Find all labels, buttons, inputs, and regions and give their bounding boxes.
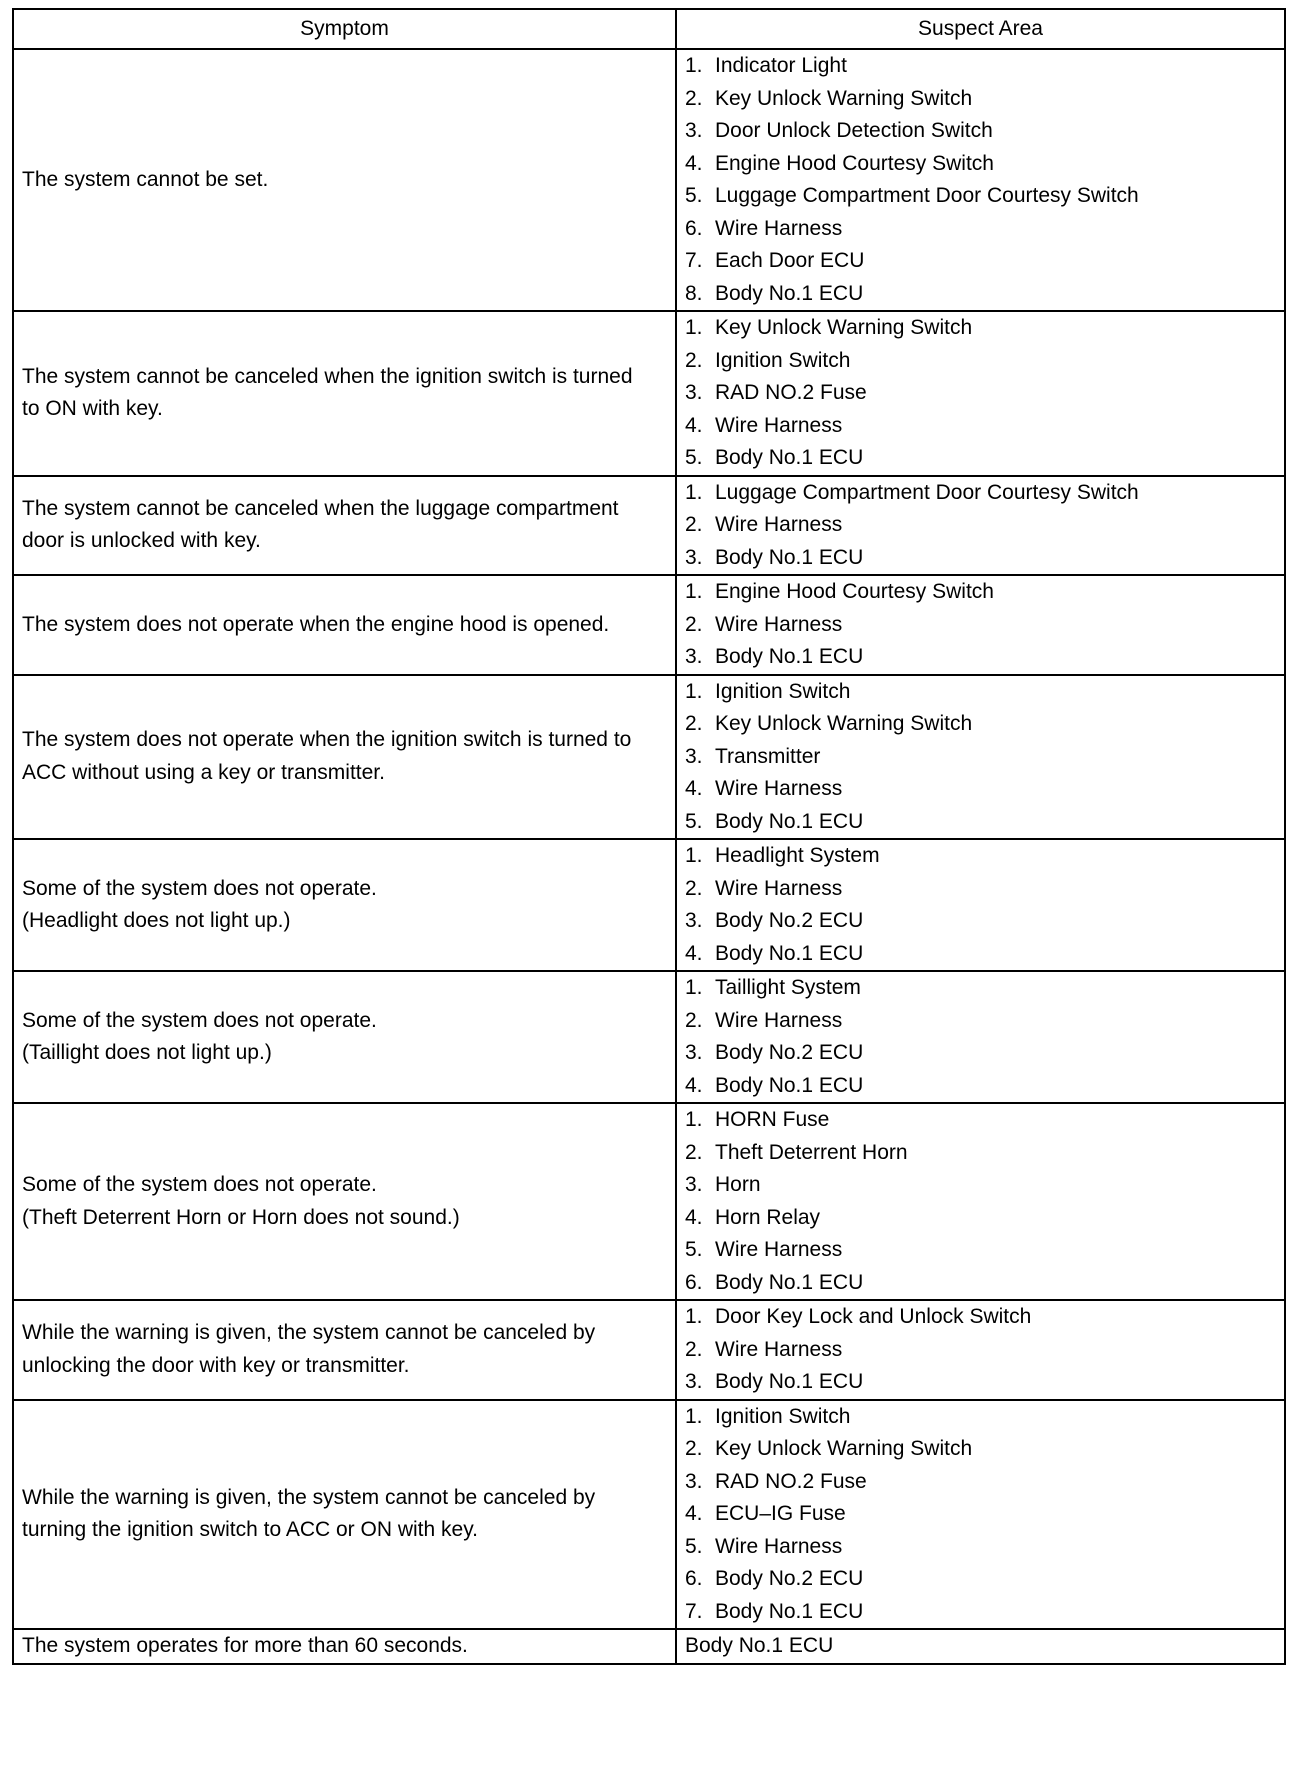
suspect-area-cell bbox=[676, 575, 1285, 675]
suspect-item-text: Body No.2 ECU bbox=[715, 1041, 864, 1064]
suspect-area-cell bbox=[676, 675, 1285, 840]
suspect-area-cell bbox=[676, 311, 1285, 476]
suspect-item-number: 3. bbox=[685, 1370, 703, 1393]
suspect-item-text: Wire Harness bbox=[715, 413, 843, 437]
symptom-cell bbox=[13, 575, 676, 675]
table-row bbox=[13, 49, 1285, 311]
suspect-item-text: Wire Harness bbox=[715, 1534, 843, 1558]
suspect-list bbox=[685, 1630, 1284, 1663]
suspect-item bbox=[685, 1267, 1284, 1300]
suspect-item bbox=[685, 50, 1284, 83]
suspect-item-number: 4. bbox=[685, 1502, 703, 1525]
suspect-item-text: Body No.1 ECU bbox=[715, 1599, 864, 1623]
suspect-item-text: Door Key Lock and Unlock Switch bbox=[715, 1305, 1032, 1328]
suspect-item bbox=[685, 345, 1284, 378]
suspect-item bbox=[685, 641, 1284, 674]
table-row bbox=[13, 675, 1285, 840]
suspect-item-number: 2. bbox=[685, 1008, 703, 1032]
symptom-cell bbox=[13, 1629, 676, 1664]
suspect-item-number: 4. bbox=[685, 1205, 703, 1229]
suspect-item bbox=[685, 180, 1284, 213]
suspect-item bbox=[685, 609, 1284, 642]
suspect-item bbox=[685, 1137, 1284, 1170]
suspect-item bbox=[685, 1005, 1284, 1038]
suspect-item-number: 3. bbox=[685, 1041, 703, 1064]
suspect-item-number: 1. bbox=[685, 1404, 703, 1428]
suspect-item-number: 1. bbox=[685, 976, 703, 999]
suspect-item bbox=[685, 873, 1284, 906]
suspect-item-text: Indicator Light bbox=[715, 54, 847, 77]
suspect-item-number: 2. bbox=[685, 612, 703, 636]
suspect-item-text: Body No.2 ECU bbox=[715, 909, 864, 932]
suspect-item-text: Body No.1 ECU bbox=[715, 809, 864, 833]
suspect-item-number: 3. bbox=[685, 744, 703, 768]
suspect-list bbox=[685, 312, 1284, 475]
symptom-text: The system does not operate when the engine hood is opened. bbox=[22, 612, 610, 636]
suspect-item bbox=[685, 115, 1284, 148]
suspect-item-text: Key Unlock Warning Switch bbox=[715, 1437, 973, 1460]
suspect-area-cell bbox=[676, 1400, 1285, 1630]
suspect-item-number: 2. bbox=[685, 1140, 703, 1164]
suspect-item-number: 6. bbox=[685, 216, 703, 240]
symptom-text: The system cannot be canceled when the luggage compartment bbox=[22, 496, 619, 520]
suspect-item bbox=[685, 1202, 1284, 1235]
suspect-item bbox=[685, 213, 1284, 246]
suspect-item-text: Wire Harness bbox=[715, 1008, 843, 1032]
suspect-item-number: 6. bbox=[685, 1270, 703, 1294]
suspect-item bbox=[685, 509, 1284, 542]
suspect-item-text: Body No.1 ECU bbox=[685, 1634, 834, 1657]
suspect-item-text: ECU–IG Fuse bbox=[715, 1502, 846, 1525]
suspect-area-cell bbox=[676, 476, 1285, 576]
suspect-item-text: Body No.1 ECU bbox=[715, 446, 864, 469]
suspect-item bbox=[685, 773, 1284, 806]
suspect-item-number: 1. bbox=[685, 844, 703, 867]
suspect-item-text: Key Unlock Warning Switch bbox=[715, 712, 973, 735]
suspect-item-text: Horn bbox=[715, 1173, 761, 1196]
suspect-item bbox=[685, 1433, 1284, 1466]
suspect-item bbox=[685, 1401, 1284, 1434]
suspect-item-number: 5. bbox=[685, 184, 703, 207]
suspect-list bbox=[685, 477, 1284, 575]
suspect-area-cell bbox=[676, 1300, 1285, 1400]
suspect-item-number: 2. bbox=[685, 1337, 703, 1361]
suspect-item-number: 2. bbox=[685, 876, 703, 900]
symptom-cell bbox=[13, 839, 676, 971]
symptom-text: The system cannot be canceled when the ignition switch is turned bbox=[22, 364, 633, 388]
suspect-item-text: Ignition Switch bbox=[715, 1404, 851, 1428]
suspect-list bbox=[685, 840, 1284, 970]
suspect-item-text: Body No.1 ECU bbox=[715, 1370, 864, 1393]
suspect-item-text: Luggage Compartment Door Courtesy Switch bbox=[715, 184, 1139, 207]
suspect-item-number: 1. bbox=[685, 1305, 703, 1328]
suspect-list bbox=[685, 676, 1284, 839]
symptom-text: The system cannot be set. bbox=[22, 167, 269, 191]
header-symptom: Symptom bbox=[13, 9, 676, 49]
symptom-cell bbox=[13, 311, 676, 476]
suspect-item bbox=[685, 972, 1284, 1005]
suspect-item-text: HORN Fuse bbox=[715, 1108, 830, 1131]
symptom-text: (Taillight does not light up.) bbox=[22, 1041, 272, 1064]
suspect-list bbox=[685, 576, 1284, 674]
suspect-item bbox=[685, 442, 1284, 475]
suspect-item-number: 5. bbox=[685, 1238, 703, 1261]
suspect-item-number: 2. bbox=[685, 86, 703, 110]
suspect-item-text: Body No.1 ECU bbox=[715, 545, 864, 569]
suspect-item-number: 4. bbox=[685, 413, 703, 437]
suspect-item bbox=[685, 1070, 1284, 1103]
suspect-item-number: 1. bbox=[685, 679, 703, 703]
suspect-item bbox=[685, 708, 1284, 741]
table-row bbox=[13, 971, 1285, 1103]
suspect-item bbox=[685, 1531, 1284, 1564]
suspect-item-text: Body No.1 ECU bbox=[715, 1073, 864, 1097]
suspect-item-text: Body No.1 ECU bbox=[715, 281, 864, 305]
suspect-item-number: 7. bbox=[685, 249, 703, 272]
suspect-item bbox=[685, 840, 1284, 873]
table-row bbox=[13, 575, 1285, 675]
suspect-item-number: 3. bbox=[685, 381, 703, 404]
suspect-item-text: Body No.1 ECU bbox=[715, 1270, 864, 1294]
suspect-item-number: 1. bbox=[685, 316, 703, 339]
suspect-item bbox=[685, 312, 1284, 345]
suspect-item-number: 2. bbox=[685, 348, 703, 372]
suspect-item-text: Wire Harness bbox=[715, 876, 843, 900]
suspect-item-number: 1. bbox=[685, 54, 703, 77]
suspect-item bbox=[685, 1169, 1284, 1202]
suspect-item-text: Wire Harness bbox=[715, 1337, 843, 1361]
suspect-item bbox=[685, 676, 1284, 709]
symptom-text: Some of the system does not operate. bbox=[22, 876, 377, 900]
document-page bbox=[12, 8, 1284, 1665]
suspect-item-number: 3. bbox=[685, 1173, 703, 1196]
suspect-item-number: 2. bbox=[685, 1437, 703, 1460]
suspect-list bbox=[685, 1401, 1284, 1629]
suspect-list bbox=[685, 972, 1284, 1102]
suspect-item bbox=[685, 278, 1284, 311]
suspect-item bbox=[685, 1334, 1284, 1367]
symptom-cell bbox=[13, 49, 676, 311]
symptom-text: The system operates for more than 60 seconds. bbox=[22, 1634, 468, 1657]
suspect-item-text: Wire Harness bbox=[715, 216, 843, 240]
suspect-item bbox=[685, 1234, 1284, 1267]
suspect-item-number: 3. bbox=[685, 1469, 703, 1493]
symptom-text: While the warning is given, the system cannot be canceled by bbox=[22, 1485, 596, 1509]
symptom-text: (Theft Deterrent Horn or Horn does not sound.) bbox=[22, 1205, 460, 1229]
suspect-item-text: Taillight System bbox=[715, 976, 861, 999]
suspect-item-text: Body No.1 ECU bbox=[715, 645, 864, 668]
suspect-item-number: 4. bbox=[685, 151, 703, 175]
suspect-item-number: 7. bbox=[685, 1599, 703, 1623]
problem-symptoms-table bbox=[12, 8, 1286, 1665]
table-row bbox=[13, 1300, 1285, 1400]
suspect-item-number: 1. bbox=[685, 580, 703, 603]
suspect-area-cell bbox=[676, 49, 1285, 311]
suspect-item bbox=[685, 1301, 1284, 1334]
suspect-item-text: Body No.1 ECU bbox=[715, 941, 864, 965]
symptom-cell bbox=[13, 1103, 676, 1300]
suspect-item-number: 4. bbox=[685, 1073, 703, 1097]
symptom-text: Some of the system does not operate. bbox=[22, 1008, 377, 1032]
table-row bbox=[13, 839, 1285, 971]
suspect-item-number: 1. bbox=[685, 480, 703, 504]
suspect-item bbox=[685, 1104, 1284, 1137]
header-suspect-area: Suspect Area bbox=[676, 9, 1285, 49]
symptom-text: Some of the system does not operate. bbox=[22, 1173, 377, 1196]
suspect-item-text: Horn Relay bbox=[715, 1205, 821, 1229]
suspect-item-text: RAD NO.2 Fuse bbox=[715, 381, 867, 404]
suspect-item-number: 6. bbox=[685, 1567, 703, 1590]
suspect-item-number: 2. bbox=[685, 712, 703, 735]
suspect-area-cell bbox=[676, 839, 1285, 971]
suspect-item bbox=[685, 938, 1284, 971]
suspect-item-text: Ignition Switch bbox=[715, 348, 851, 372]
suspect-item-text: Each Door ECU bbox=[715, 249, 865, 272]
suspect-item-text: Door Unlock Detection Switch bbox=[715, 119, 993, 142]
symptom-text: turning the ignition switch to ACC or ON with key. bbox=[22, 1518, 478, 1542]
suspect-item bbox=[685, 1563, 1284, 1596]
suspect-item bbox=[685, 806, 1284, 839]
suspect-item-text: Wire Harness bbox=[715, 513, 843, 536]
symptom-cell bbox=[13, 476, 676, 576]
suspect-item bbox=[685, 83, 1284, 116]
symptom-cell bbox=[13, 1300, 676, 1400]
suspect-item-number: 8. bbox=[685, 281, 703, 305]
suspect-item bbox=[685, 1596, 1284, 1629]
suspect-item-text: Engine Hood Courtesy Switch bbox=[715, 151, 994, 175]
suspect-item-number: 3. bbox=[685, 119, 703, 142]
suspect-item-text: Key Unlock Warning Switch bbox=[715, 316, 973, 339]
suspect-item-text: Luggage Compartment Door Courtesy Switch bbox=[715, 480, 1139, 504]
table-header-row bbox=[13, 9, 1285, 49]
symptom-cell bbox=[13, 1400, 676, 1630]
suspect-item-number: 3. bbox=[685, 909, 703, 932]
suspect-item-number: 4. bbox=[685, 777, 703, 800]
suspect-list bbox=[685, 1104, 1284, 1299]
table-row bbox=[13, 1629, 1285, 1664]
suspect-item bbox=[685, 905, 1284, 938]
suspect-item bbox=[685, 1466, 1284, 1499]
table-row bbox=[13, 311, 1285, 476]
suspect-item bbox=[685, 1498, 1284, 1531]
suspect-item bbox=[685, 148, 1284, 181]
suspect-item-text: Ignition Switch bbox=[715, 679, 851, 703]
suspect-item bbox=[685, 1037, 1284, 1070]
table-body bbox=[13, 49, 1285, 1664]
table-row bbox=[13, 1400, 1285, 1630]
symptom-text: (Headlight does not light up.) bbox=[22, 909, 291, 932]
symptom-cell bbox=[13, 675, 676, 840]
symptom-text: to ON with key. bbox=[22, 397, 163, 421]
suspect-item bbox=[685, 1630, 1284, 1663]
suspect-item-text: Engine Hood Courtesy Switch bbox=[715, 580, 994, 603]
suspect-item bbox=[685, 245, 1284, 278]
suspect-item-text: Transmitter bbox=[715, 744, 821, 768]
suspect-area-cell bbox=[676, 1629, 1285, 1664]
symptom-text: door is unlocked with key. bbox=[22, 529, 261, 553]
suspect-item-text: Key Unlock Warning Switch bbox=[715, 86, 973, 110]
suspect-item-number: 4. bbox=[685, 941, 703, 965]
suspect-item-number: 5. bbox=[685, 446, 703, 469]
suspect-item-text: RAD NO.2 Fuse bbox=[715, 1469, 867, 1493]
suspect-item bbox=[685, 542, 1284, 575]
suspect-area-cell bbox=[676, 971, 1285, 1103]
suspect-item-number: 1. bbox=[685, 1108, 703, 1131]
suspect-item-text: Wire Harness bbox=[715, 1238, 843, 1261]
suspect-area-cell bbox=[676, 1103, 1285, 1300]
suspect-item bbox=[685, 410, 1284, 443]
symptom-text: unlocking the door with key or transmitter. bbox=[22, 1353, 410, 1377]
suspect-item bbox=[685, 741, 1284, 774]
symptom-text: ACC without using a key or transmitter. bbox=[22, 760, 385, 784]
suspect-list bbox=[685, 50, 1284, 310]
suspect-item-text: Theft Deterrent Horn bbox=[715, 1140, 908, 1164]
suspect-item-number: 3. bbox=[685, 645, 703, 668]
suspect-item-text: Wire Harness bbox=[715, 612, 843, 636]
symptom-cell bbox=[13, 971, 676, 1103]
table-row bbox=[13, 476, 1285, 576]
table-row bbox=[13, 1103, 1285, 1300]
suspect-item-number: 2. bbox=[685, 513, 703, 536]
suspect-item bbox=[685, 576, 1284, 609]
suspect-item-text: Body No.2 ECU bbox=[715, 1567, 864, 1590]
suspect-item-text: Headlight System bbox=[715, 844, 880, 867]
suspect-list bbox=[685, 1301, 1284, 1399]
suspect-item bbox=[685, 477, 1284, 510]
suspect-item bbox=[685, 1366, 1284, 1399]
suspect-item-number: 5. bbox=[685, 809, 703, 833]
symptom-text: While the warning is given, the system cannot be canceled by bbox=[22, 1321, 596, 1345]
suspect-item-number: 3. bbox=[685, 545, 703, 569]
suspect-item bbox=[685, 377, 1284, 410]
symptom-text: The system does not operate when the ignition switch is turned to bbox=[22, 728, 632, 752]
suspect-item-number: 5. bbox=[685, 1534, 703, 1558]
suspect-item-text: Wire Harness bbox=[715, 777, 843, 800]
